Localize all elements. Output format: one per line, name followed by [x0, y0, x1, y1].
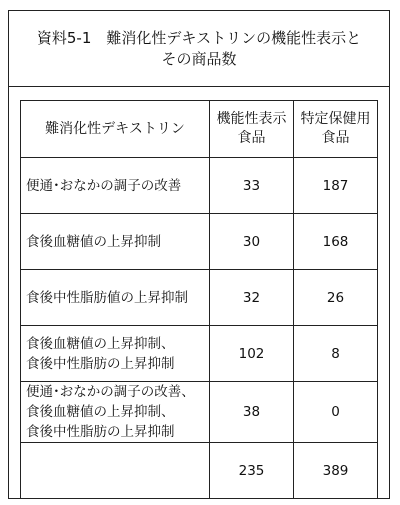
- header-ingredient: 難消化性デキストリン: [21, 101, 210, 158]
- claim-line: 便通･おなかの調子の改善: [26, 177, 182, 194]
- fosu-count: 0: [294, 382, 378, 443]
- title-line-2: その商品数: [161, 49, 237, 68]
- claim-line: 食後中性脂肪の上昇抑制: [26, 355, 175, 372]
- table-header-row: [21, 101, 378, 158]
- fff-count: 33: [210, 158, 294, 214]
- claim-line: 食後血糖値の上昇抑制、: [26, 335, 175, 352]
- table-row: [21, 326, 378, 382]
- header-fosu-line-1: 特定保健用: [300, 111, 371, 127]
- fff-count: 38: [210, 382, 294, 443]
- header-foods-with-function-claims: [210, 101, 294, 158]
- table-total-row: [21, 443, 378, 499]
- fosu-count: 8: [294, 326, 378, 382]
- claim-line: 食後中性脂肪値の上昇抑制: [26, 289, 188, 306]
- claim-line: 食後血糖値の上昇抑制: [26, 233, 161, 250]
- fosu-total: 389: [294, 443, 378, 499]
- header-fff-line-1: 機能性表示: [216, 111, 287, 127]
- claim-cell: [21, 214, 210, 270]
- table-row: [21, 158, 378, 214]
- total-label-cell: [21, 443, 210, 499]
- fff-count: 30: [210, 214, 294, 270]
- document-frame: [8, 10, 390, 499]
- header-fff-line-2: 食品: [237, 130, 266, 146]
- claim-cell: [21, 326, 210, 382]
- header-fosu-line-2: 食品: [321, 130, 350, 146]
- claim-line: 食後血糖値の上昇抑制、: [26, 404, 175, 420]
- claim-line: 食後中性脂肪の上昇抑制: [26, 424, 175, 440]
- fosu-count: 26: [294, 270, 378, 326]
- fosu-count: 187: [294, 158, 378, 214]
- claim-cell: [21, 382, 210, 443]
- table-row: [21, 270, 378, 326]
- fff-count: 32: [210, 270, 294, 326]
- document-title: [9, 11, 389, 87]
- header-foods-for-specified-health-uses: [294, 101, 378, 158]
- claim-line: 便通･おなかの調子の改善、: [26, 384, 195, 400]
- data-table: [20, 100, 378, 499]
- claim-cell: [21, 270, 210, 326]
- claim-cell: [21, 158, 210, 214]
- table-row: [21, 214, 378, 270]
- fff-count: 102: [210, 326, 294, 382]
- table-row: [21, 382, 378, 443]
- fosu-count: 168: [294, 214, 378, 270]
- fff-total: 235: [210, 443, 294, 499]
- title-line-1: 資料5-1 難消化性デキストリンの機能性表示と: [36, 28, 362, 47]
